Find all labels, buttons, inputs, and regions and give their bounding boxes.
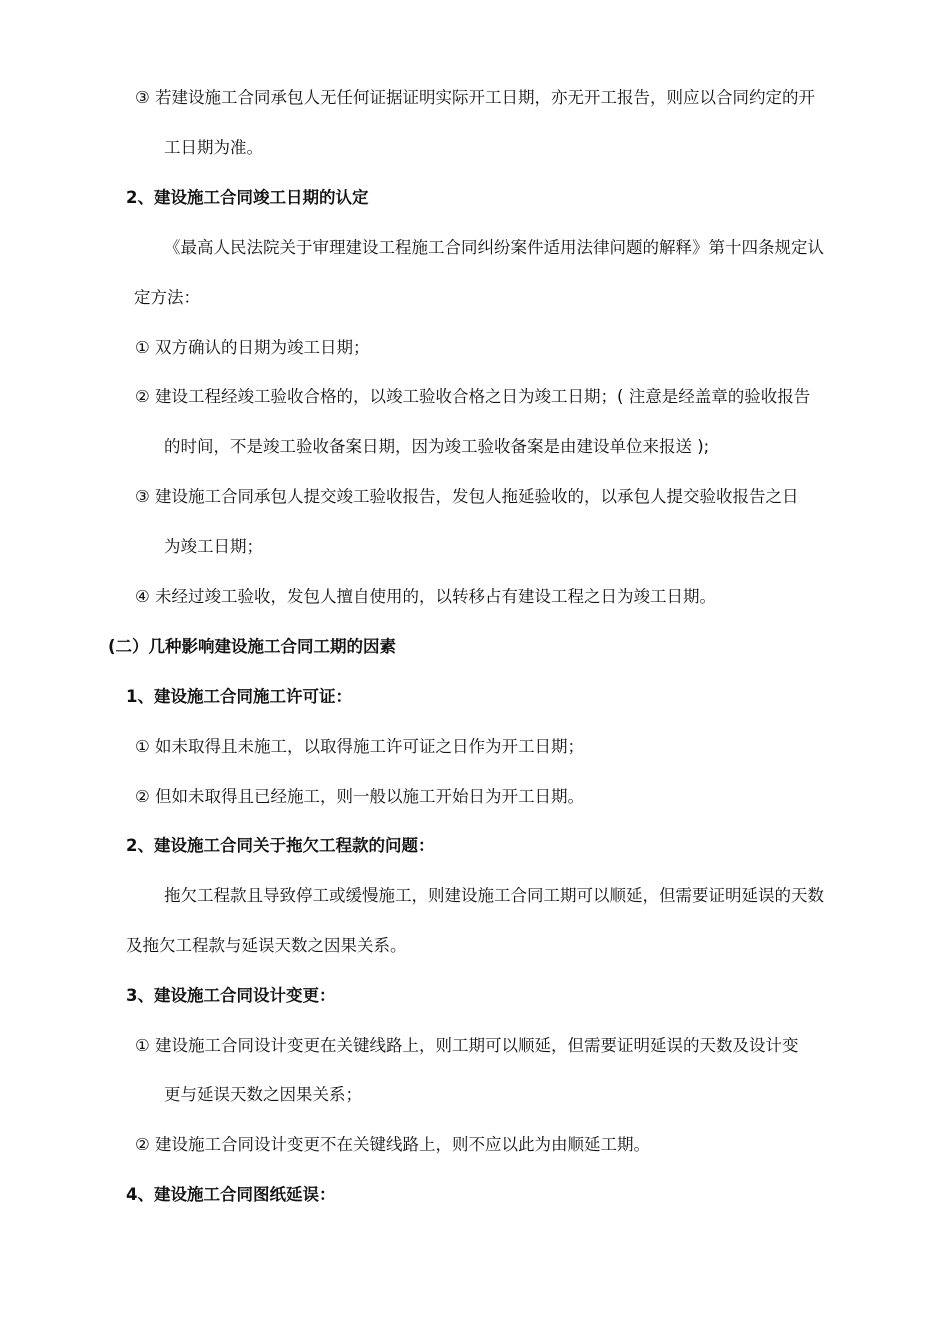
list-item: ② 建设施工合同设计变更不在关键线路上，则不应以此为由顺延工期。 <box>135 1135 651 1154</box>
list-item: ② 建设工程经竣工验收合格的，以竣工验收合格之日为竣工日期；( 注意是经盖章的验收报告 <box>135 387 811 406</box>
paragraph-interpretation-continuation: 定方法： <box>134 288 200 307</box>
section-heading-factors: (二）几种影响建设施工合同工期的因素 <box>108 637 397 656</box>
list-item: ④ 未经过竣工验收，发包人擅自使用的，以转移占有建设工程之日为竣工日期。 <box>135 587 717 606</box>
list-item: ② 但如未取得且已经施工，则一般以施工开始日为开工日期。 <box>135 787 585 806</box>
subsection-heading-design-change: 3、建设施工合同设计变更： <box>126 986 336 1005</box>
subsection-heading-arrears: 2、建设施工合同关于拖欠工程款的问题： <box>126 836 435 855</box>
list-item: ① 建设施工合同设计变更在关键线路上，则工期可以顺延，但需要证明延误的天数及设计变 <box>135 1036 799 1055</box>
list-item-continuation: 更与延误天数之因果关系； <box>164 1085 362 1104</box>
section-heading-completion-date: 2、建设施工合同竣工日期的认定 <box>126 188 369 207</box>
list-item: ① 双方确认的日期为竣工日期； <box>135 338 370 357</box>
paragraph-interpretation: 《最高人民法院关于审理建设工程施工合同纠纷案件适用法律问题的解释》第十四条规定认 <box>164 238 824 257</box>
list-item-3-continuation: 工日期为准。 <box>164 138 263 157</box>
list-item-continuation: 的时间，不是竣工验收备案日期，因为竣工验收备案是由建设单位来报送 ); <box>164 437 710 456</box>
list-item: ③ 建设施工合同承包人提交竣工验收报告，发包人拖延验收的，以承包人提交验收报告之日 <box>135 487 799 506</box>
paragraph-arrears: 拖欠工程款且导致停工或缓慢施工，则建设施工合同工期可以顺延，但需要证明延误的天数 <box>164 886 824 905</box>
list-item: ① 如未取得且未施工，以取得施工许可证之日作为开工日期； <box>135 737 585 756</box>
subsection-heading-drawing-delay: 4、建设施工合同图纸延误： <box>126 1185 336 1204</box>
list-item-continuation: 为竣工日期； <box>164 537 263 556</box>
list-item-3-text: ③ 若建设施工合同承包人无任何证据证明实际开工日期，亦无开工报告，则应以合同约定的开 <box>135 88 816 107</box>
paragraph-arrears-continuation: 及拖欠工程款与延误天数之因果关系。 <box>126 936 407 955</box>
subsection-heading-permit: 1、建设施工合同施工许可证： <box>126 687 352 706</box>
